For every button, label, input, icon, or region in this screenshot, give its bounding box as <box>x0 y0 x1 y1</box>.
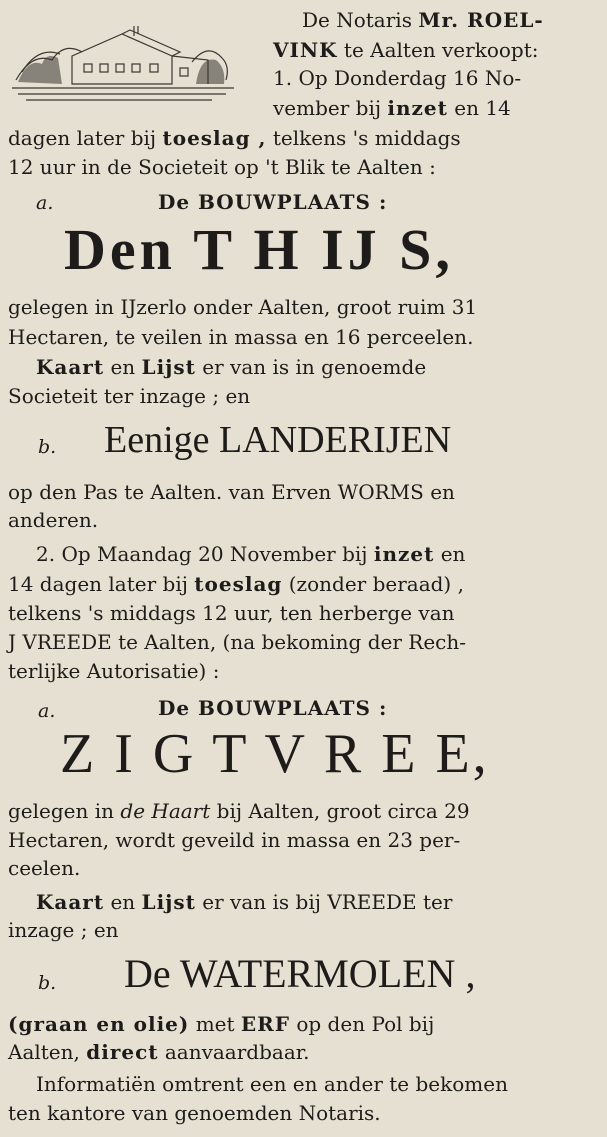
lot-heading-1a: De BOUWPLAATS : <box>158 190 388 214</box>
lot2a-desc-1: gelegen in de Haart bij Aalten, groot circa 29 <box>8 799 470 823</box>
sale2-line-1: 2. Op Maandag 20 November bij inzet en <box>36 542 466 566</box>
lot1a-desc-1: gelegen in IJzerlo onder Aalten, groot ruim 31 <box>8 295 478 319</box>
lot1b-desc-1: op den Pas te Aalten. van Erven WORMS en <box>8 480 455 504</box>
property-name-den-thijs: Den T H IJ S, <box>64 217 454 282</box>
closing-line-1: Informatiën omtrent een en ander te bekomen <box>36 1072 508 1096</box>
lot2a-map-line: Kaart en Lijst er van is bij VREEDE ter <box>36 890 453 914</box>
lot-title-landerijen: Eenige LANDERIJEN <box>104 419 452 461</box>
intro-line-3: 1. Op Donderdag 16 No- <box>273 66 522 90</box>
farmhouse-vignette-icon <box>12 22 234 104</box>
lot-marker-1a: a. <box>36 192 54 214</box>
intro-line-1: De Notaris Mr. ROEL- <box>302 8 544 32</box>
lot-marker-2b: b. <box>38 972 57 994</box>
lot2a-map-line-2: inzage ; en <box>8 918 119 942</box>
lot1b-desc-2: anderen. <box>8 508 99 532</box>
lot2b-line-1: (graan en olie) met ERF op den Pol bij <box>8 1012 435 1036</box>
lot-title-watermolen: De WATERMOLEN , <box>124 951 476 996</box>
lot2a-desc-3: ceelen. <box>8 856 81 880</box>
sale2-line-2: 14 dagen later bij toeslag (zonder beraad) , <box>8 572 464 596</box>
intro-line-6: 12 uur in de Societeit op 't Blik te Aalten : <box>8 155 436 179</box>
intro-line-5: dagen later bij toeslag , telkens 's middags <box>8 126 461 150</box>
lot-marker-2a: a. <box>38 700 56 722</box>
sale2-line-5: terlijke Autorisatie) : <box>8 659 220 683</box>
intro-line-4: vember bij inzet en 14 <box>273 96 511 120</box>
lot2a-desc-2: Hectaren, wordt geveild in massa en 23 per- <box>8 828 461 852</box>
sale2-line-3: telkens 's middags 12 uur, ten herberge van <box>8 601 455 625</box>
lot1a-map-line: Kaart en Lijst er van is in genoemde <box>36 355 427 379</box>
intro-line-2: VINK te Aalten verkoopt: <box>273 38 539 62</box>
lot1a-map-line-2: Societeit ter inzage ; en <box>8 384 251 408</box>
closing-line-2: ten kantore van genoemden Notaris. <box>8 1101 381 1125</box>
lot1a-desc-2: Hectaren, te veilen in massa en 16 perceelen. <box>8 325 474 349</box>
sale2-line-4: J VREEDE te Aalten, (na bekoming der Rech- <box>8 630 466 654</box>
lot-marker-1b: b. <box>38 436 57 458</box>
lot-heading-2a: De BOUWPLAATS : <box>158 696 388 720</box>
property-name-zigtvree: Z I G T V R E E, <box>60 723 490 785</box>
lot2b-line-2: Aalten, direct aanvaardbaar. <box>8 1040 310 1064</box>
